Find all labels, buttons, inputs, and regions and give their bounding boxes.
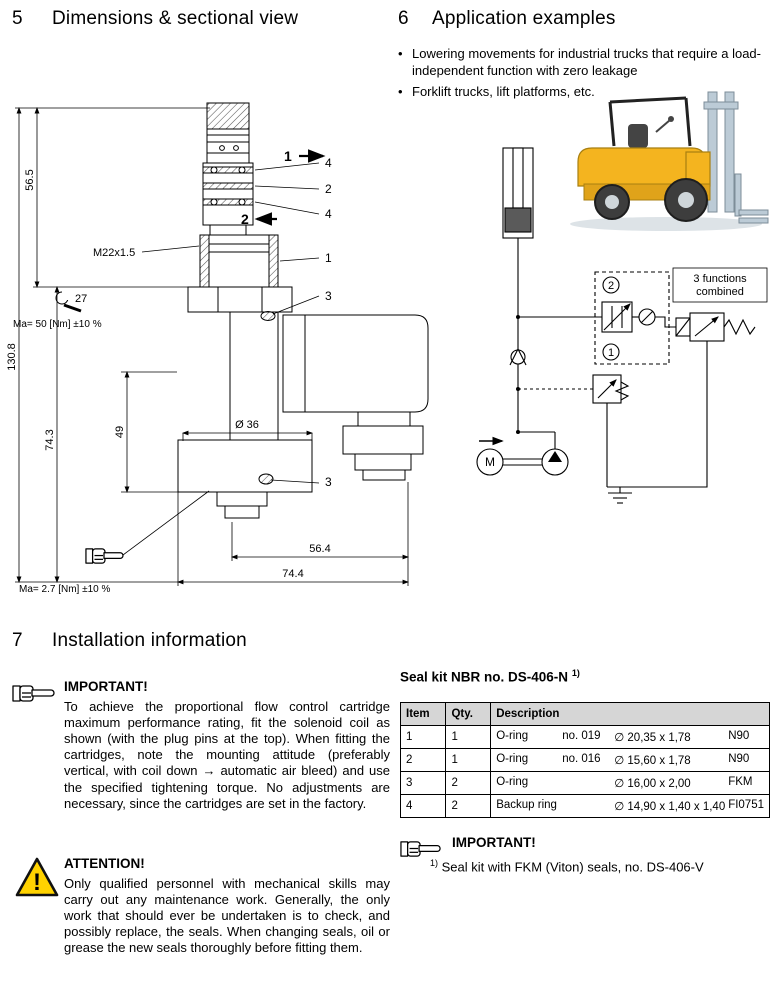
threaded-section	[200, 235, 278, 287]
desc-size: ∅ 14,90 x 1,40 x 1,40	[614, 801, 726, 813]
o-ring-groove	[203, 183, 253, 189]
cell-item: 2	[401, 749, 446, 772]
desc-material: FKM	[728, 776, 753, 788]
warning-mark: !	[33, 869, 41, 896]
bullet-text: Lowering movements for industrial trucks that require a load-independent function with zero leakage	[412, 46, 761, 78]
table-header-row	[401, 703, 770, 726]
table-row	[401, 795, 770, 818]
circuit-lines	[477, 148, 767, 503]
dim-56-4-label: 56.4	[309, 543, 331, 555]
cell-item: 4	[401, 795, 446, 818]
lower-body	[178, 440, 312, 492]
section-6-heading	[398, 8, 616, 30]
plug-connector	[343, 426, 423, 454]
desc-material: FI0751	[728, 799, 764, 811]
torque-bottom-label: Ma= 2.7 [Nm] ±10 %	[19, 584, 111, 595]
important-body: To achieve the proportional flow control cartridge maximum performance rating, fit the solenoid coil as shown (with the plug pins at the top). When fitting the cartridges, note the mounting attitude (preferably vertical, with coil down → automatic air bleed) and use the specified tightening torque. No adjustments are necessary, since the cartridges are set in the factory.	[64, 699, 390, 811]
position-2-label: 2	[607, 280, 615, 292]
column-header-item: Item	[401, 703, 446, 726]
steering-column	[656, 120, 670, 132]
cell-qty: 2	[446, 772, 491, 795]
list-item	[398, 46, 766, 79]
desc-type: O-ring	[496, 776, 529, 788]
desc-material: N90	[728, 753, 750, 765]
footnote-marker: 1)	[430, 858, 439, 868]
cell-qty: 2	[446, 795, 491, 818]
dim-74-4-label: 74.4	[282, 568, 304, 580]
table-row	[401, 749, 770, 772]
callout-4a: 4	[325, 156, 332, 170]
port-1-label: 1	[284, 148, 292, 164]
dim-74-3-label: 74.3	[44, 429, 56, 451]
section-5-number: 5	[12, 8, 23, 29]
piston	[505, 208, 531, 232]
bottom-plug	[217, 492, 267, 506]
section-6-number: 6	[398, 8, 409, 29]
desc-type: Backup ring	[496, 799, 557, 811]
warning-triangle-icon	[14, 856, 60, 898]
wrench-size-label: 27	[75, 293, 88, 305]
callout-3-upper: 3	[325, 289, 332, 303]
attention-title: ATTENTION!	[64, 856, 145, 871]
dim-56-5-label: 56.5	[24, 169, 36, 191]
seal-kit-title-footnote-marker: 1)	[571, 668, 580, 678]
bullet-glyph: •	[398, 46, 403, 61]
dimensional-drawing	[5, 95, 435, 600]
desc-size: ∅ 15,60 x 1,78	[614, 755, 691, 767]
piston-rod	[513, 148, 523, 208]
section-5-heading	[12, 8, 298, 30]
desc-no	[562, 776, 614, 790]
cell-description	[496, 730, 764, 744]
attention-note	[64, 856, 390, 957]
callout-2: 2	[325, 182, 332, 196]
hex-nut	[188, 287, 292, 312]
directional-valve-symbol	[690, 313, 724, 341]
table-row	[401, 726, 770, 749]
desc-size: ∅ 16,00 x 2,00	[614, 778, 691, 790]
dim-49-label: 49	[114, 425, 126, 439]
section-7-number: 7	[12, 630, 23, 651]
footnote-text: Seal kit with FKM (Viton) seals, no. DS-406-V	[441, 859, 704, 875]
dim-130-8-label: 130.8	[6, 343, 18, 371]
pointing-hand-icon	[86, 549, 123, 563]
connector-neck	[358, 412, 410, 426]
seal-important-title: IMPORTANT!	[452, 835, 536, 850]
column-header-description: Description	[491, 703, 770, 726]
motor-label: M	[485, 455, 495, 469]
seal-kit-table	[400, 702, 770, 818]
steering-wheel	[668, 116, 674, 122]
section-6-title: Application examples	[432, 8, 616, 29]
bullet-text: Forklift trucks, lift platforms, etc.	[412, 84, 595, 100]
callout-3-lower: 3	[325, 475, 332, 489]
section-7-heading	[12, 630, 247, 652]
diameter-36-label: Ø 36	[235, 419, 259, 431]
cell-description	[496, 799, 764, 813]
desc-type: O-ring	[496, 753, 529, 765]
desc-no: no. 019	[562, 730, 601, 742]
torque-top-label: Ma= 50 [Nm] ±10 %	[13, 319, 102, 330]
check-valve-symbol	[511, 350, 525, 364]
desc-no	[562, 799, 614, 813]
column-header-qty: Qty.	[446, 703, 491, 726]
desc-size: ∅ 20,35 x 1,78	[614, 732, 691, 744]
attention-body: Only qualified personnel with mechanical skills may carry out any maintenance work. Generally, the only work that should ever be undertaken is to check, and possibly replace, the seals. When changing seals, oil or grease the new seals thoroughly before fitting them.	[64, 876, 390, 956]
seal-kit-title	[400, 668, 580, 685]
callout-4b: 4	[325, 207, 332, 221]
table-row	[401, 772, 770, 795]
seal-kit-title-text: Seal kit NBR no. DS-406-N	[400, 669, 569, 685]
dimension-lines	[15, 108, 408, 586]
bullet-glyph: •	[398, 84, 403, 100]
cell-description	[496, 753, 764, 767]
pointing-hand-icon	[12, 680, 56, 706]
position-1-label: 1	[607, 347, 615, 359]
callout-1: 1	[325, 251, 332, 265]
functions-label-line1: 3 functions	[693, 273, 747, 285]
desc-material: N90	[728, 730, 750, 742]
thread-label: M22x1.5	[93, 247, 136, 259]
section-7-title: Installation information	[52, 630, 247, 651]
cell-qty: 1	[446, 749, 491, 772]
important-title: IMPORTANT!	[64, 679, 148, 694]
cell-description	[496, 776, 764, 790]
important-note	[64, 679, 390, 812]
spring-symbol	[724, 320, 755, 334]
functions-label-line2: combined	[696, 286, 744, 298]
cell-qty: 1	[446, 726, 491, 749]
port-2-label: 2	[241, 211, 249, 227]
section-5-title: Dimensions & sectional view	[52, 8, 299, 29]
desc-no: no. 016	[562, 753, 601, 765]
seal-kit-footnote	[430, 858, 760, 874]
valve-sectional-outline	[178, 103, 428, 518]
desc-type: O-ring	[496, 730, 529, 742]
cell-item: 3	[401, 772, 446, 795]
o-ring-upper	[261, 312, 275, 321]
hydraulic-circuit-diagram	[455, 132, 772, 508]
o-ring-lower	[259, 474, 273, 484]
cell-item: 1	[401, 726, 446, 749]
